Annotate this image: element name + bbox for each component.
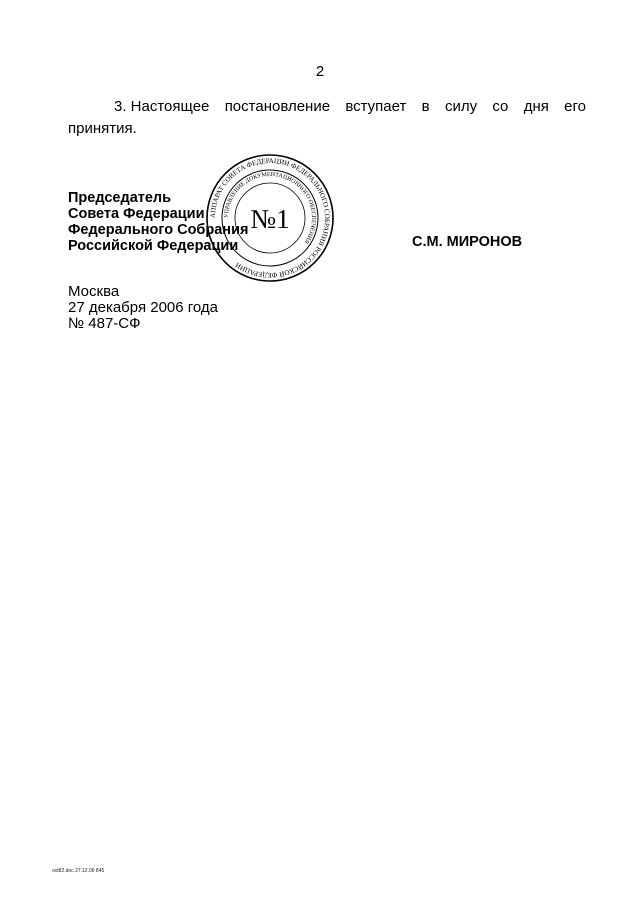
- seal-outer-text: АППАРАТ СОВЕТА ФЕДЕРАЦИИ ФЕДЕРАЛЬНОГО СОБРАНИЯ РОССИЙСКОЙ ФЕДЕРАЦИИ: [208, 156, 332, 280]
- seal-number: №1: [250, 204, 290, 234]
- paragraph-word: 3. Настоящее: [114, 98, 210, 115]
- document-number: № 487-СФ: [68, 315, 141, 332]
- paragraph-word: постановление: [224, 98, 331, 115]
- footer-file-code: ovt82.doc 27.12.06 845: [52, 868, 105, 874]
- signatory-line: Совета Федерации: [68, 206, 205, 222]
- page-number: 2: [315, 63, 325, 80]
- official-seal: [205, 153, 335, 283]
- city: Москва: [68, 283, 120, 300]
- paragraph-word: со: [492, 98, 509, 115]
- date: 27 декабря 2006 года: [68, 299, 219, 316]
- signatory-line: Российской Федерации: [68, 238, 239, 254]
- place-date-block: [68, 284, 218, 332]
- paragraph-word: в: [421, 98, 430, 115]
- seal-inner-text: УПРАВЛЕНИЕ ДОКУМЕНТАЦИОННОГО ОБЕСПЕЧЕНИЯ: [223, 171, 317, 245]
- paragraph-word: дня: [523, 98, 549, 115]
- signatory-line: Федерального Собрания: [68, 222, 249, 238]
- paragraph-word: вступает: [345, 98, 407, 115]
- signatory-line: Председатель: [68, 190, 172, 206]
- paragraph-word: силу: [444, 98, 478, 115]
- paragraph-line-2: принятия.: [68, 120, 137, 137]
- signer-name: С.М. МИРОНОВ: [412, 234, 523, 250]
- paragraph-line-1: [114, 96, 586, 118]
- resolution-paragraph: [68, 96, 586, 140]
- paragraph-word: его: [564, 98, 586, 115]
